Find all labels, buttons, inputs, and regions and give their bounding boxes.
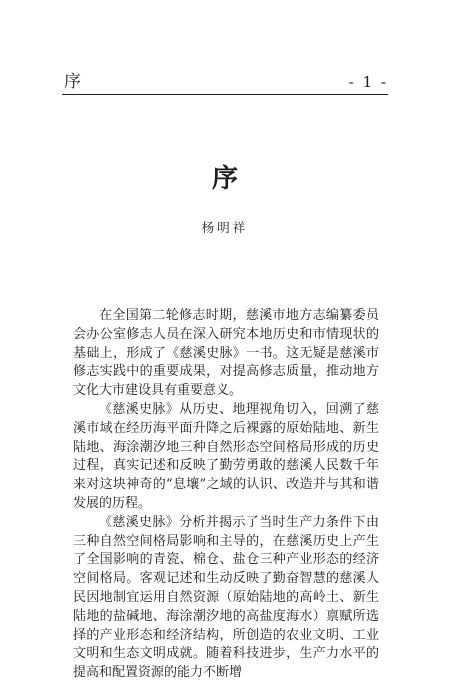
paragraph-3: 《慈溪史脉》分析并揭示了当时生产力条件下由三种自然空间格局影响和主导的，在慈溪历史上产生了全国影响的青瓷、棉仓、盐仓三种产业形态的经济空间格局。客观记述和生动反映了勤奋智慧的慈溪人民因地制宜运用自然资源（原始陆地的高岭土、新生陆地的盐碱地、海涂潮汐地的高盐度海水）禀赋所选择的产业形态和经济结构，所创造的农业文明、工业文明和生态文明成就。随着科技进步，生产力水平的提高和配置资源的能力不断增: [73, 514, 379, 681]
body-text: [73, 307, 379, 683]
chapter-title: 序: [211, 164, 238, 194]
running-head-title: 序: [64, 72, 81, 92]
page-number: - 1 -: [348, 73, 388, 91]
running-head: [62, 72, 388, 96]
paragraph-1: 在全国第二轮修志时期，慈溪市地方志编纂委员会办公室修志人员在深入研究本地历史和市情现状的基础上，形成了《慈溪史脉》一书。这无疑是慈溪市修志实践中的重要成果，对提高修志质量，推动地方文化大市建设具有重要意义。: [73, 308, 379, 399]
paragraph-2: 《慈溪史脉》从历史、地理视角切入，回溯了慈溪市域在经历海平面升降之后裸露的原始陆地、新生陆地、海涂潮汐地三种自然形态空间格局形成的历史过程，真实记述和反映了勤劳勇敢的慈溪人民数千年来对这块神奇的“息壤”之域的认识、改造并与其和谐发展的历程。: [73, 401, 379, 511]
header-rule: [62, 94, 388, 95]
author-name: 杨明祥: [201, 220, 249, 235]
